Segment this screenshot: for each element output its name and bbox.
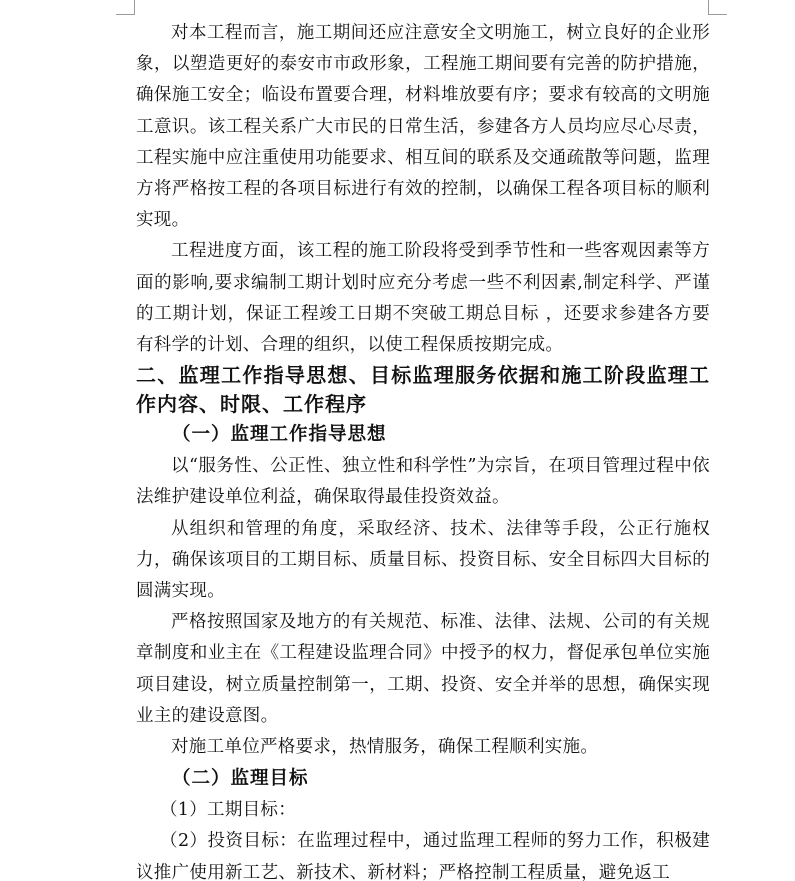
paragraph-means: 从组织和管理的角度，采取经济、技术、法律等手段，公正行施权力，确保该项目的工期目标、质量目标、投资目标、安全目标四大目标的圆满实现。: [136, 518, 710, 602]
page-corner-mark-right: [708, 0, 727, 15]
list-item-schedule-target: （1）工期目标：: [160, 800, 297, 821]
document-body: [136, 18, 710, 881]
subsection-heading-guiding-thought: （一）监理工作指导思想: [172, 424, 387, 446]
paragraph-service: 对施工单位严格要求，热情服务，确保工程顺利实施。: [171, 737, 599, 758]
paragraph-regulations: 严格按照国家及地方的有关规范、标准、法律、法规、公司的有关规章制度和业主在《工程建设监理合同》中授予的权力，督促承包单位实施项目建设，树立质量控制第一，工期、投资、安全并举的思想，确保实现业主的建设意图。: [136, 612, 710, 726]
paragraph-principle: 以“服务性、公正性、独立性和科学性”为宗旨，在项目管理过程中依法维护建设单位利益，确保取得最佳投资效益。: [136, 456, 710, 508]
paragraph-schedule: 工程进度方面，该工程的施工阶段将受到季节性和一些客观因素等方面的影响,要求编制工期计划时应充分考虑一些不利因素,制定科学、严谨的工期计划，保证工程竣工日期不突破工期总目标 ，还要求参建各方要有科学的计划、合理的组织，以使工程保质按期完成。: [136, 241, 710, 356]
list-item-investment-target: （2）投资目标：在监理过程中，通过监理工程师的努力工作，积极建议推广使用新工艺、新技术、新材料；严格控制工程质量，避免返工: [136, 831, 710, 881]
paragraph-safety: 对本工程而言，施工期间还应注意安全文明施工，树立良好的企业形象，以塑造更好的泰安市市政形象，工程施工期间要有完善的防护措施，确保施工安全；临设布置要合理，材料堆放要有序；要求有较高的文明施工意识。该工程关系广大市民的日常生活，参建各方人员均应尽心尽责，工程实施中应注重使用功能要求、相互间的联系及交通疏散等问题，监理方将严格按工程的各项目标进行有效的控制，以确保工程各项目标的顺利实现。: [136, 23, 710, 231]
section-heading: 二、监理工作指导思想、目标监理服务依据和施工阶段监理工作内容、时限、工作程序: [136, 363, 710, 417]
subsection-heading-targets: （二）监理目标: [172, 768, 309, 790]
page-corner-mark-left: [116, 0, 135, 15]
